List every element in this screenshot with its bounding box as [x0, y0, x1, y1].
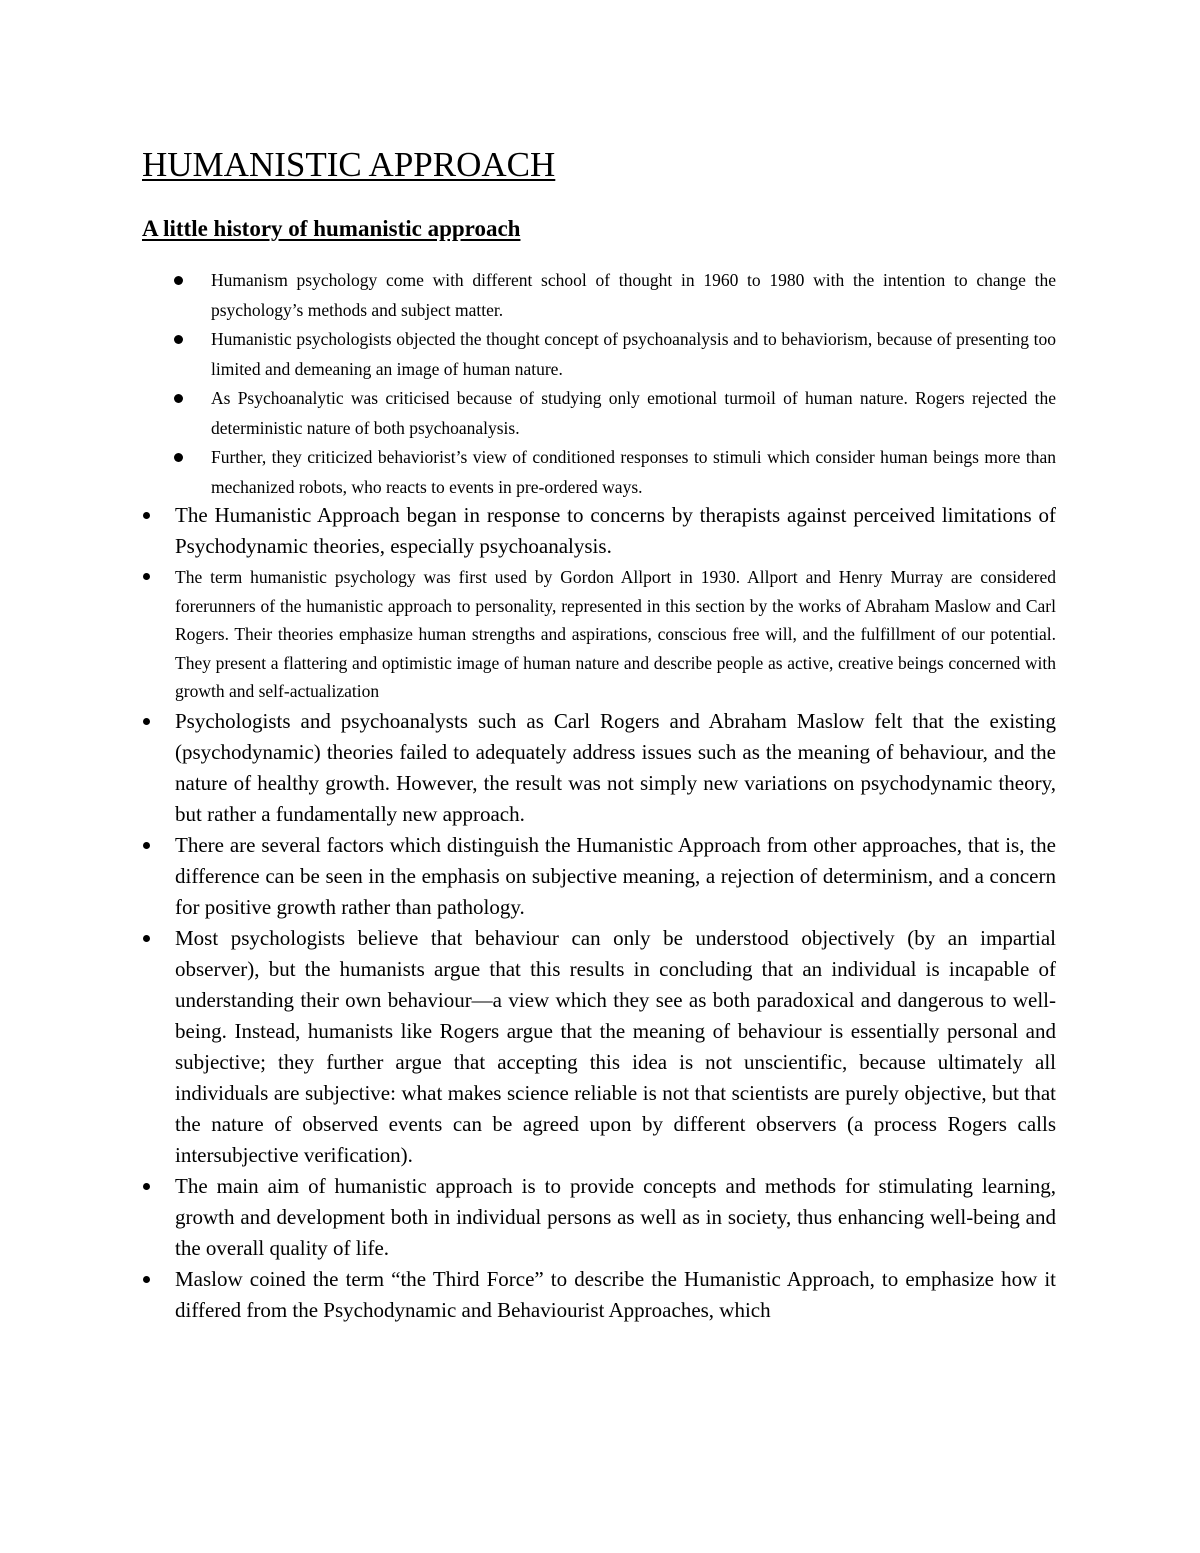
list-item-text: As Psychoanalytic was criticised because of studying only emotional turmoil of human nature. Rogers rejected the deterministic nature of both psychoanalysis.	[211, 388, 1056, 438]
bullet-icon	[174, 335, 183, 344]
list-item-text: The Humanistic Approach began in response to concerns by therapists against perceived limitations of Psychodynamic theories, especially psychoanalysis.	[175, 503, 1056, 558]
list-item	[175, 923, 1056, 1171]
bullet-icon	[143, 512, 150, 519]
list-item-text: Most psychologists believe that behaviour can only be understood objectively (by an impartial observer), but the humanists argue that this results in concluding that an individual is incapable of understanding their own behaviour—a view which they see as both paradoxical and dangerous to well-being. Instead, humanists like Rogers argue that the meaning of behaviour is essentially personal and subjective; they further argue that accepting this idea is not unscientific, because ultimately all individuals are subjective: what makes science reliable is not that scientists are purely objective, but that the nature of observed events can be agreed upon by different observers (a process Rogers calls intersubjective verification).	[175, 925, 1056, 1167]
bullet-icon	[174, 394, 183, 403]
list-item	[175, 563, 1056, 706]
list-item-text: Humanism psychology come with different school of thought in 1960 to 1980 with the intention to change the psychology’s methods and subject matter.	[211, 270, 1056, 320]
list-item-text: The main aim of humanistic approach is to provide concepts and methods for stimulating learning, growth and development both in individual persons as well as in society, thus enhancing well-being and the overall quality of life.	[175, 1173, 1056, 1260]
bullet-icon	[143, 935, 150, 942]
bullet-icon	[143, 718, 150, 725]
list-item-text: There are several factors which distinguish the Humanistic Approach from other approaches, that is, the difference can be seen in the emphasis on subjective meaning, a rejection of determinism, and a concern for positive growth rather than pathology.	[175, 832, 1056, 919]
list-item	[175, 830, 1056, 923]
list-item	[211, 443, 1056, 502]
list-item	[175, 1264, 1056, 1326]
main-bullet-list	[175, 500, 1056, 1326]
bullet-icon	[143, 842, 150, 849]
bullet-icon	[143, 573, 150, 580]
list-item-text: Humanistic psychologists objected the thought concept of psychoanalysis and to behaviorism, because of presenting too limited and demeaning an image of human nature.	[211, 329, 1056, 379]
document-title: HUMANISTIC APPROACH	[142, 145, 556, 184]
bullet-icon	[143, 1276, 150, 1283]
bullet-icon	[174, 276, 183, 285]
section-heading: A little history of humanistic approach	[142, 216, 521, 241]
list-item	[175, 500, 1056, 562]
list-item-text: Further, they criticized behaviorist’s view of conditioned responses to stimuli which consider human beings more than mechanized robots, who reacts to events in pre-ordered ways.	[211, 447, 1056, 497]
list-item-text: Maslow coined the term “the Third Force” to describe the Humanistic Approach, to emphasize how it differed from the Psychodynamic and Behaviourist Approaches, which	[175, 1266, 1056, 1322]
list-item-text: Psychologists and psychoanalysts such as Carl Rogers and Abraham Maslow felt that the existing (psychodynamic) theories failed to adequately address issues such as the meaning of behaviour, and the nature of healthy growth. However, the result was not simply new variations on psychodynamic theory, but rather a fundamentally new approach.	[175, 708, 1056, 826]
bullet-icon	[143, 1183, 150, 1190]
list-item	[211, 384, 1056, 443]
list-item	[211, 325, 1056, 384]
list-item	[175, 706, 1056, 830]
bullet-icon	[174, 453, 183, 462]
history-bullet-list	[211, 266, 1056, 502]
list-item	[211, 266, 1056, 325]
list-item-text: The term humanistic psychology was first used by Gordon Allport in 1930. Allport and Henry Murray are considered forerunners of the humanistic approach to personality, represented in this section by the works of Abraham Maslow and Carl Rogers. Their theories emphasize human strengths and aspirations, conscious free will, and the fulfillment of our potential. They present a flattering and optimistic image of human nature and describe people as active, creative beings concerned with growth and self-actualization	[175, 567, 1056, 701]
list-item	[175, 1171, 1056, 1264]
